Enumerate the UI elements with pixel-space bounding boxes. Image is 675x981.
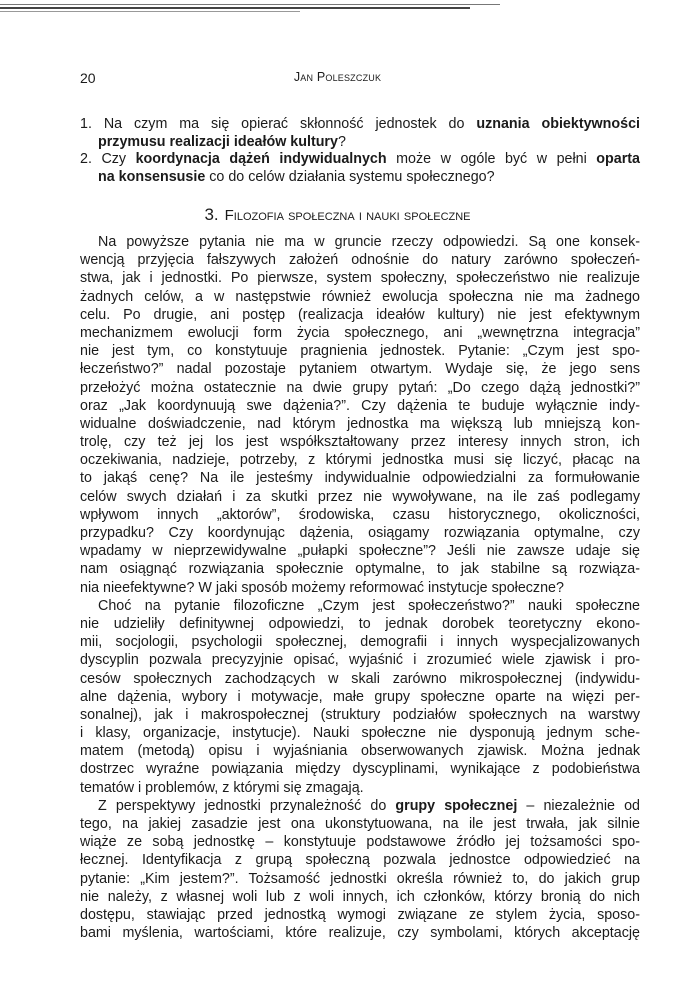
text-line: [80, 633, 640, 651]
text-segment: i klasy, organizacje, instytucje). Nauki społeczne nie dysponują jednym sche-: [80, 725, 640, 742]
text-segment: celu. Po drugie, ani postęp (realizacja ideałów kultury) nie jest efektywnym: [80, 306, 640, 323]
question-list: [80, 116, 640, 186]
text-line: [80, 724, 640, 742]
text-segment: dostrzec wyraźne powiązania między dyscyplinami, wynikające z podobieństwa: [80, 761, 640, 778]
scan-artifact-line: [0, 4, 500, 5]
text-segment: oraz „Jak koordynuują swe dążenia?”. Czy dążenia te buduje wyłącznie indy-: [80, 397, 640, 414]
text-segment: nam osiągnąć rozwiązania społecznie optymalne, to jak stabilne są rozwiąza-: [80, 561, 640, 578]
text-line: [80, 760, 640, 778]
text-segment: – niezależnie od: [517, 797, 640, 814]
text-line: [80, 779, 640, 797]
text-line: [80, 134, 640, 152]
text-segment: Choć na pytanie filozoficzne „Czym jest społeczeństwo?” nauki społeczne: [98, 597, 640, 614]
text-line: [80, 233, 640, 251]
text-segment: co do celów działania systemu społecznego?: [205, 168, 495, 185]
text-line: [80, 379, 640, 397]
text-line: [80, 742, 640, 760]
text-segment: mechanizmem ewolucji form życia społecznego, ani „wewnętrzna integracja”: [80, 324, 640, 341]
text-segment: ?: [337, 133, 346, 150]
text-line: [80, 342, 640, 360]
text-line: [80, 924, 640, 942]
text-segment: wencją przyjęcia fałszywych założeń odnośnie do natury zarówno społeczeń-: [80, 252, 640, 269]
section-number: 3.: [204, 205, 219, 224]
text-segment: łecznej. Identyfikacja z grupą społeczną pozwala jednostce odpowiedzieć na: [80, 852, 640, 869]
text-segment: przypadku? Czy koordynując dążenia, osiągamy rozwiązania optymalne, czy: [80, 525, 640, 541]
text-segment: tego, na jakiej zasadzie jest ona ukonstytuowana, na ile jest trwała, jak silnie: [80, 816, 640, 832]
text-segment: dostępu, stawiając przed jednostką wymogi związane ze stylem życia, sposo-: [80, 906, 640, 923]
text-segment: nie jest tym, co konstytuuje pragnienia jednostek. Pytanie: „Czym jest spo-: [80, 343, 640, 360]
text-segment: oczekiwania, nadzieje, potrzeby, z którymi jednostka musi się liczyć, płacąc na: [80, 452, 640, 469]
text-line: [80, 116, 640, 134]
text-line: [80, 560, 640, 578]
text-segment: żadnych celów, a w następstwie również ewolucja społeczna nie ma żadnego: [80, 288, 640, 305]
page-number: 20: [80, 70, 96, 86]
text-segment: pytanie: „Kim jestem?”. Tożsamość jednostki określa również to, do jakich grup: [80, 870, 640, 887]
text-line: [80, 888, 640, 906]
text-line: [80, 615, 640, 633]
text-line: [80, 506, 640, 524]
text-line: [80, 833, 640, 851]
bold-text-segment: grupy społecznej: [395, 797, 518, 814]
bold-text-segment: uznania obiektywności: [476, 116, 640, 132]
scan-artifact-line: [0, 11, 300, 12]
section-title: Filozofia społeczna i nauki społeczne: [224, 207, 471, 224]
text-line: [80, 469, 640, 487]
text-segment: stwa, jak i jednostki. Po pierwsze, system społeczny, społeczeństwo nie realizuje: [80, 270, 640, 287]
text-segment: dyscyplin pozwala precyzyjnie opisać, wyjaśnić i zrozumieć wiele zjawisk i pro-: [80, 652, 640, 669]
text-segment: alne dążenia, wybory i motywacje, małe grupy społeczne oparte na więzi per-: [80, 688, 640, 705]
bold-text-segment: na konsensusie: [98, 168, 206, 185]
text-line: [80, 851, 640, 869]
text-segment: tematów i problemów, z którymi się zmagają.: [80, 779, 364, 796]
text-line: [80, 597, 640, 615]
text-segment: celów swych działań i za skutki przez nie wywoływane, na ile zaś podlegamy: [80, 488, 640, 505]
bold-text-segment: oparta: [596, 151, 640, 168]
text-segment: mii, socjologii, psychologii społecznej, demografii i innych wyspecjalizowanych: [80, 634, 640, 651]
text-line: [80, 670, 640, 688]
text-segment: Z perspektywy jednostki przynależność do: [98, 797, 396, 814]
text-line: [80, 360, 640, 378]
bold-text-segment: przymusu realizacji ideałów kultury: [98, 133, 338, 150]
text-segment: Na powyższe pytania nie ma w gruncie rzeczy odpowiedzi. Są one konsek-: [98, 234, 640, 250]
text-segment: przełożyć można ostatecznie na dwie grupy pytań: „Do czego dążą jednostki?”: [80, 379, 640, 396]
text-segment: matem (metodą) opisu i wyjaśniania obserwowanych zjawisk. Można jednak: [80, 743, 640, 760]
text-line: [80, 151, 640, 169]
text-segment: bami myślenia, wartościami, które realizuje, czy symbolami, których akceptację: [80, 925, 640, 942]
text-segment: wpadamy w nieprzewidywalne „pułapki społeczne”? Jeśli nie zawsze udaje się: [80, 543, 640, 560]
text-segment: może w ogóle być w pełni: [386, 151, 597, 168]
text-line: [80, 524, 640, 542]
text-line: [80, 651, 640, 669]
text-line: [80, 169, 640, 187]
paragraph: [80, 597, 640, 797]
text-line: [80, 706, 640, 724]
text-line: [80, 324, 640, 342]
text-line: [80, 269, 640, 287]
text-segment: 2. Czy: [80, 151, 136, 168]
text-line: [80, 906, 640, 924]
text-segment: trolę, czy też jej los jest współkształtowany przez interesy innych stron, ich: [80, 434, 640, 451]
text-line: [80, 397, 640, 415]
text-line: [80, 451, 640, 469]
body-text: [80, 233, 640, 942]
question-item: [80, 116, 640, 151]
text-line: [80, 815, 640, 833]
text-line: [80, 433, 640, 451]
text-line: [80, 542, 640, 560]
text-segment: nia nieefektywne? W jaki sposób możemy reformować instytucje społeczne?: [80, 579, 564, 596]
text-segment: łeczeństwo?” nadal pozostaje pytaniem otwartym. Wydaje się, że jego sens: [80, 361, 640, 378]
scan-artifact-line: [0, 7, 470, 9]
text-segment: nie należy, z własnej woli lub z woli innych, ich członków, którzy bronią do nich: [80, 888, 640, 905]
text-segment: widualne doświadczenie, nad którym jednostka ma większą lub mniejszą kon-: [80, 415, 640, 432]
text-line: [80, 797, 640, 815]
text-line: [80, 415, 640, 433]
running-title: Jan Poleszczuk: [293, 70, 382, 84]
text-line: [80, 251, 640, 269]
text-line: [80, 288, 640, 306]
text-segment: wpływom innych „aktorów”, środowiska, czasu historycznego, okoliczności,: [80, 506, 640, 523]
text-line: [80, 488, 640, 506]
text-segment: to jakąś cenę? Na ile jesteśmy indywidualnie odpowiedzialni za formułowanie: [80, 470, 640, 487]
text-line: [80, 870, 640, 888]
question-item: [80, 151, 640, 186]
text-line: [80, 579, 640, 597]
paragraph: [80, 797, 640, 943]
paragraph: [80, 233, 640, 597]
text-segment: wiąże ze sobą jednostkę – konstytuuje podstawowe źródło jej tożsamości spo-: [80, 834, 640, 851]
text-segment: nie udzieliły definitywnej odpowiedzi, to jednak dorobek teoretyczny ekono-: [80, 615, 640, 632]
section-heading: [0, 205, 675, 225]
text-line: [80, 306, 640, 324]
text-segment: cesów społecznych zachodzących w skali zarówno mikrospołecznej (indywidu-: [80, 670, 640, 687]
text-line: [80, 688, 640, 706]
text-segment: 1. Na czym ma się opierać skłonność jednostek do: [80, 116, 477, 132]
text-segment: sonalnej), jak i makrospołecznej (struktury podziałów społecznych na warstwy: [80, 706, 640, 723]
bold-text-segment: koordynacja dążeń indywidualnych: [135, 151, 387, 168]
